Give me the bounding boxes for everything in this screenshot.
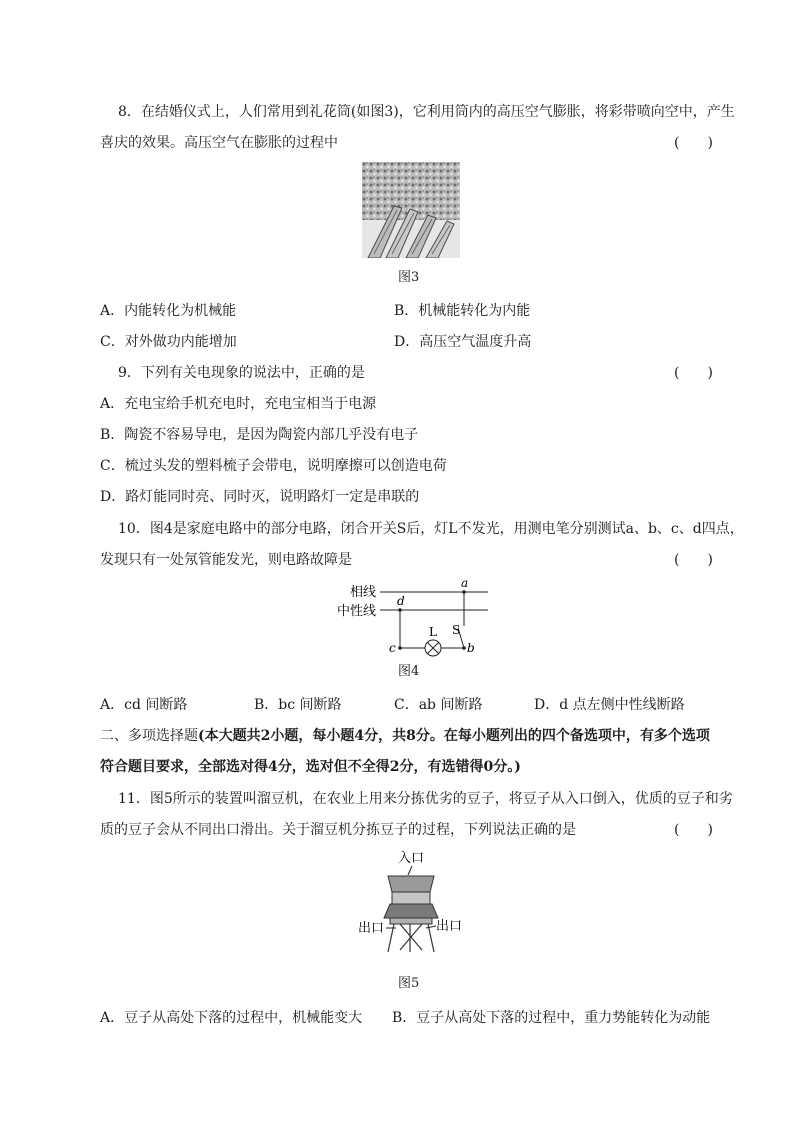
q9-stem: 9．下列有关电现象的说法中，正确的是 bbox=[118, 365, 365, 381]
q11-option-b: B．豆子从高处下落的过程中，重力势能转化为动能 bbox=[392, 1010, 711, 1026]
q10-answer-paren: ( ) bbox=[674, 552, 713, 568]
point-c-label: c bbox=[389, 641, 396, 655]
q9-option-a: A．充电宝给手机充电时，充电宝相当于电源 bbox=[100, 396, 377, 412]
q11-option-a: A．豆子从高处下落的过程中，机械能变大 bbox=[100, 1010, 363, 1026]
section-2-rules-line2: 符合题目要求，全部选对得4分，选对但不全得2分，有选错得0分。) bbox=[100, 759, 521, 775]
q11-stem-line2: 质的豆子会从不同出口滑出。关于溜豆机分拣豆子的过程，下列说法正确的是 bbox=[100, 822, 576, 838]
q11-stem-line1: 11．图5所示的装置叫溜豆机，在农业上用来分拣优劣的豆子，将豆子从入口倒入，优质的豆子和劣 bbox=[118, 791, 733, 807]
bean-sorter-figure bbox=[350, 848, 470, 954]
outlet-right-label: 出口 bbox=[436, 919, 463, 934]
q10-stem-line1: 10．图4是家庭电路中的部分电路，闭合开关S后，灯L不发光，用测电笔分别测试a、b、c、d四点， bbox=[118, 521, 744, 537]
q9-answer-paren: ( ) bbox=[674, 365, 713, 381]
q8-option-d: D．高压空气温度升高 bbox=[394, 334, 532, 350]
q10-option-c: C．ab 间断路 bbox=[394, 697, 483, 713]
section-2-rules-line1: (本大题共2小题，每小题4分，共8分。在每小题列出的四个备选项中，有多个选项 bbox=[198, 728, 710, 744]
lamp-l-label: L bbox=[429, 625, 437, 639]
live-wire-label: 相线 bbox=[349, 585, 376, 600]
q8-stem-line1: 8．在结婚仪式上，人们常用到礼花筒(如图3)，它利用筒内的高压空气膨胀，将彩带喷向空中，产生 bbox=[118, 104, 735, 120]
point-d-label: d bbox=[397, 594, 405, 608]
q8-option-a: A．内能转化为机械能 bbox=[100, 303, 237, 319]
q11-answer-paren: ( ) bbox=[674, 822, 713, 838]
section-2-title: 二、多项选择题 bbox=[100, 728, 198, 744]
neutral-wire-label: 中性线 bbox=[336, 604, 376, 619]
figure-3-caption: 图3 bbox=[398, 270, 420, 285]
household-circuit-diagram bbox=[330, 578, 495, 658]
q9-option-b: B．陶瓷不容易导电，是因为陶瓷内部几乎没有电子 bbox=[100, 427, 419, 443]
inlet-label: 入口 bbox=[398, 851, 425, 866]
point-a-label: a bbox=[461, 578, 469, 590]
q10-option-d: D．d 点左侧中性线断路 bbox=[534, 697, 685, 713]
q9-option-c: C．梳过头发的塑料梳子会带电，说明摩擦可以创造电荷 bbox=[100, 458, 447, 474]
point-b-label: b bbox=[467, 641, 475, 655]
outlet-left-label: 出口 bbox=[358, 921, 385, 936]
q8-answer-paren: ( ) bbox=[674, 135, 713, 151]
q8-option-c: C．对外做功内能增加 bbox=[100, 334, 237, 350]
figure-4-caption: 图4 bbox=[398, 664, 420, 679]
q8-stem-line2: 喜庆的效果。高压空气在膨胀的过程中 bbox=[100, 135, 338, 151]
section-2-heading bbox=[100, 727, 710, 745]
q10-stem-line2: 发现只有一处氖管能发光，则电路故障是 bbox=[100, 552, 352, 568]
figure-5-caption: 图5 bbox=[398, 976, 420, 991]
q9-option-d: D．路灯能同时亮、同时灭，说明路灯一定是串联的 bbox=[100, 489, 420, 505]
q10-option-b: B．bc 间断路 bbox=[254, 697, 342, 713]
q8-option-b: B．机械能转化为内能 bbox=[394, 303, 531, 319]
confetti-cannon-photo bbox=[362, 162, 460, 258]
q10-option-a: A．cd 间断路 bbox=[100, 697, 188, 713]
switch-s-label: S bbox=[452, 623, 461, 637]
